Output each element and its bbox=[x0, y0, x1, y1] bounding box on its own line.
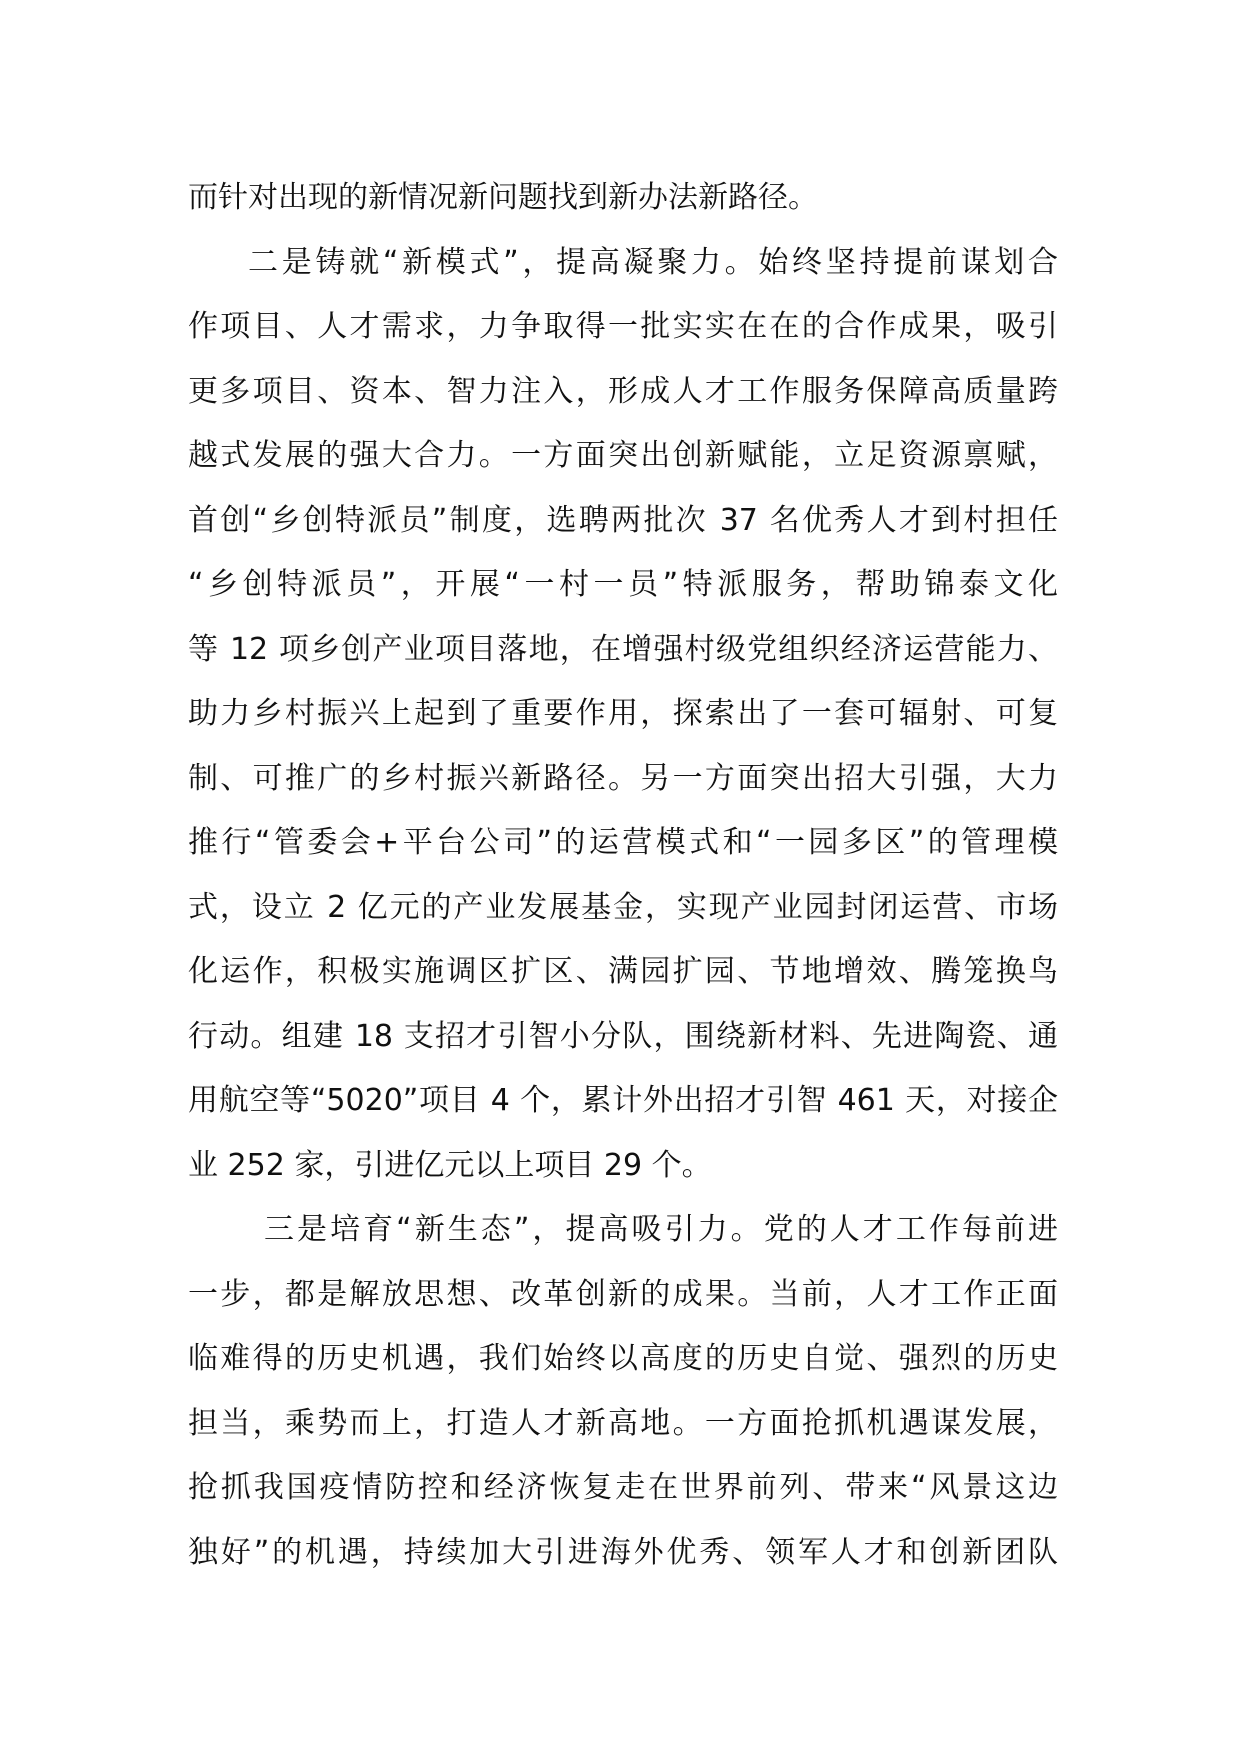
text-line: “乡创特派员”，开展“一村一员”特派服务，帮助锦泰文化 bbox=[188, 567, 1058, 602]
text-line: 临难得的历史机遇，我们始终以高度的历史自觉、强烈的历史 bbox=[188, 1341, 1058, 1376]
paragraph-start-line: 三是培育“新生态”，提高吸引力。党的人才工作每前进 bbox=[264, 1212, 1058, 1247]
text-line: 制、可推广的乡村振兴新路径。另一方面突出招大引强，大力 bbox=[188, 760, 1058, 796]
text-line: 作项目、人才需求，力争取得一批实实在在的合作成果，吸引 bbox=[188, 309, 1058, 344]
text-line: 推行“管委会+平台公司”的运营模式和“一园多区”的管理模 bbox=[188, 825, 1058, 860]
text-line: 行动。组建 18 支招才引智小分队，围绕新材料、先进陶瓷、通 bbox=[188, 1018, 1058, 1054]
text-line: 用航空等“5020”项目 4 个，累计外出招才引智 461 天，对接企 bbox=[188, 1083, 1058, 1118]
text-line: 首创“乡创特派员”制度，选聘两批次 37 名优秀人才到村担任 bbox=[188, 502, 1058, 538]
text-line: 独好”的机遇，持续加大引进海外优秀、领军人才和创新团队 bbox=[188, 1534, 1058, 1570]
text-line: 业 252 家，引进亿元以上项目 29 个。 bbox=[188, 1147, 712, 1183]
text-line: 越式发展的强大合力。一方面突出创新赋能，立足资源禀赋， bbox=[188, 438, 1058, 473]
text-line: 式，设立 2 亿元的产业发展基金，实现产业园封闭运营、市场 bbox=[188, 889, 1058, 925]
text-line: 抢抓我国疫情防控和经济恢复走在世界前列、带来“风景这边 bbox=[188, 1470, 1058, 1505]
text-line: 化运作，积极实施调区扩区、满园扩园、节地增效、腾笼换鸟 bbox=[188, 954, 1058, 989]
text-line: 更多项目、资本、智力注入，形成人才工作服务保障高质量跨 bbox=[188, 373, 1058, 409]
text-line: 一步，都是解放思想、改革创新的成果。当前，人才工作正面 bbox=[188, 1276, 1058, 1312]
text-line: 助力乡村振兴上起到了重要作用，探索出了一套可辐射、可复 bbox=[188, 696, 1058, 731]
text-line: 担当，乘势而上，打造人才新高地。一方面抢抓机遇谋发展， bbox=[188, 1405, 1058, 1441]
text-line: 等 12 项乡创产业项目落地，在增强村级党组织经济运营能力、 bbox=[188, 631, 1058, 667]
paragraph-start-line: 二是铸就“新模式”，提高凝聚力。始终坚持提前谋划合 bbox=[248, 244, 1058, 280]
document-body bbox=[188, 166, 1058, 1585]
text-line: 而针对出现的新情况新问题找到新办法新路径。 bbox=[188, 180, 818, 215]
